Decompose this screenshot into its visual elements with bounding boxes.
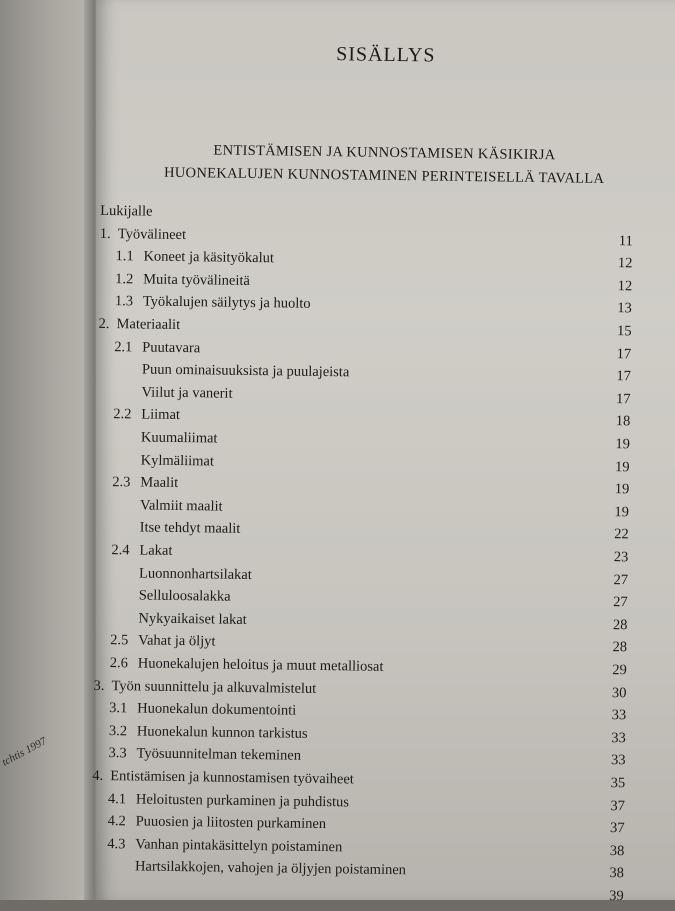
toc-entry-page: 19 [599, 481, 629, 498]
toc-entry-number: 3.2 [109, 723, 137, 740]
toc-entry-label: Koneet ja käsityökalut [143, 249, 274, 268]
toc-entry-page: 37 [595, 797, 625, 814]
toc-entry-page: 22 [599, 526, 629, 543]
toc-entry-number: 1.2 [115, 271, 143, 288]
table-of-contents [85, 0, 675, 904]
page-title: SISÄLLYS [96, 40, 675, 71]
toc-entry-label: Nykyaikaiset lakat [138, 610, 247, 629]
toc-entry-label: Entistämisen ja kunnostamisen työvaiheet [110, 768, 354, 788]
toc-entry-label: Työkalujen säilytys ja huolto [143, 294, 311, 313]
toc-entry-label: Selluloosalakka [139, 588, 231, 606]
toc-entry-page: 38 [594, 843, 624, 860]
toc-entry-page: 37 [594, 820, 624, 837]
toc-entry-page: 17 [600, 391, 630, 408]
toc-entry-page: 17 [601, 368, 631, 385]
toc-entry-page: 33 [596, 707, 626, 724]
toc-entry-label: Huonekalujen heloitus ja muut metalliosat [138, 655, 384, 675]
toc-entry-label: Itse tehdyt maalit [140, 520, 241, 538]
toc-entry-label: Työvälineet [118, 226, 186, 244]
toc-entry-number: 4.2 [107, 813, 135, 830]
book-subtitle-line-2: HUONEKALUJEN KUNNOSTAMINEN PERINTEISELLÄ TAVALLA [95, 164, 674, 189]
toc-entry-label: Huonekalun kunnon tarkistus [137, 723, 308, 742]
toc-entry-number: 2.2 [113, 406, 141, 423]
toc-entry-number: 1.1 [115, 248, 143, 265]
toc-entry-label: Työsuunnitelman tekeminen [136, 746, 301, 765]
toc-entry-label: Lakat [139, 542, 172, 559]
toc-entry-label: Muita työvälineitä [143, 271, 250, 289]
book-page [96, 0, 675, 900]
toc-entry-label: Heloitusten purkaminen ja puhdistus [136, 791, 349, 811]
toc-entry-label: Valmiit maalit [140, 497, 223, 515]
toc-entry-label: Luonnonhartsilakat [139, 565, 252, 584]
left-margin-text: tchtis 1997 [0, 730, 59, 769]
toc-entry-page: 11 [603, 232, 633, 249]
toc-entry-page: 17 [601, 345, 631, 362]
toc-entry-page: 23 [598, 549, 628, 566]
toc-entry-page: 33 [595, 752, 625, 769]
page-content [85, 0, 675, 904]
toc-entry-label: Lukijalle [100, 203, 153, 221]
toc-entry-number: 4. [92, 768, 110, 785]
toc-entry-number: 2. [98, 316, 116, 333]
toc-entry-label: Työn suunnittelu ja alkuvalmistelut [111, 678, 316, 698]
toc-entry-number: 3.1 [109, 700, 137, 717]
toc-entry-label: Liimat [141, 407, 180, 425]
toc-entry-page: 12 [602, 255, 632, 272]
toc-entry-number: 4.1 [108, 791, 136, 808]
toc-entry-page: 33 [596, 730, 626, 747]
toc-entry-label: Vanhan pintakäsittelyn poistaminen [135, 836, 342, 856]
toc-entry-label: Puutavara [142, 339, 200, 357]
toc-entry-label: Maalit [140, 475, 178, 493]
toc-entry-page: 27 [598, 571, 628, 588]
toc-entry-label: Viilut ja vanerit [141, 384, 232, 402]
toc-entry-number: 2.6 [110, 655, 138, 672]
toc-entry-page: 15 [601, 323, 631, 340]
toc-entry-page: 19 [599, 458, 629, 475]
toc-entry-number: 2.4 [111, 542, 139, 559]
toc-entry-page: 12 [602, 278, 632, 295]
toc-entry-page: 38 [594, 865, 624, 882]
toc-entry-page: 19 [599, 504, 629, 521]
toc-entry-number: 1. [100, 225, 118, 242]
toc-entry-page: 27 [598, 594, 628, 611]
toc-entry-label: Kylmäliimat [141, 452, 215, 470]
toc-entry-number: 1.3 [115, 293, 143, 310]
toc-entry-label: Puun ominaisuuksista ja puulajeista [142, 362, 350, 382]
toc-entry-number: 2.1 [114, 339, 142, 356]
left-page-edge [0, 0, 96, 900]
toc-entry-page: 28 [597, 617, 627, 634]
toc-entry-number: 2.3 [112, 474, 140, 491]
toc-entry-page: 18 [600, 413, 630, 430]
toc-entry-page: 13 [602, 300, 632, 317]
toc-entry-number: 3.3 [108, 745, 136, 762]
toc-entry-label: Puuosien ja liitosten purkaminen [135, 814, 326, 834]
toc-entry-label: Materiaalit [116, 316, 180, 334]
toc-entry-page: 29 [597, 662, 627, 679]
toc-entry-number: 3. [93, 677, 111, 694]
toc-entry-number: 2.5 [110, 632, 138, 649]
toc-entry-page: 28 [597, 639, 627, 656]
toc-entry-label: Kuumaliimat [141, 429, 218, 447]
book-subtitle-line-1: ENTISTÄMISEN JA KUNNOSTAMISEN KÄSIKIRJA [95, 141, 674, 166]
toc-entry-page: 30 [596, 684, 626, 701]
toc-entry-label: Hartsilakkojen, vahojen ja öljyjen poistaminen [135, 859, 406, 880]
toc-entry-label: Huonekalun dokumentointi [137, 701, 296, 720]
toc-entry-label: Vahat ja öljyt [138, 633, 216, 651]
toc-entry-page: 39 [594, 888, 624, 905]
toc-entry-page: 19 [600, 436, 630, 453]
toc-entry-number: 4.3 [107, 836, 135, 853]
toc-entry-page: 35 [595, 775, 625, 792]
